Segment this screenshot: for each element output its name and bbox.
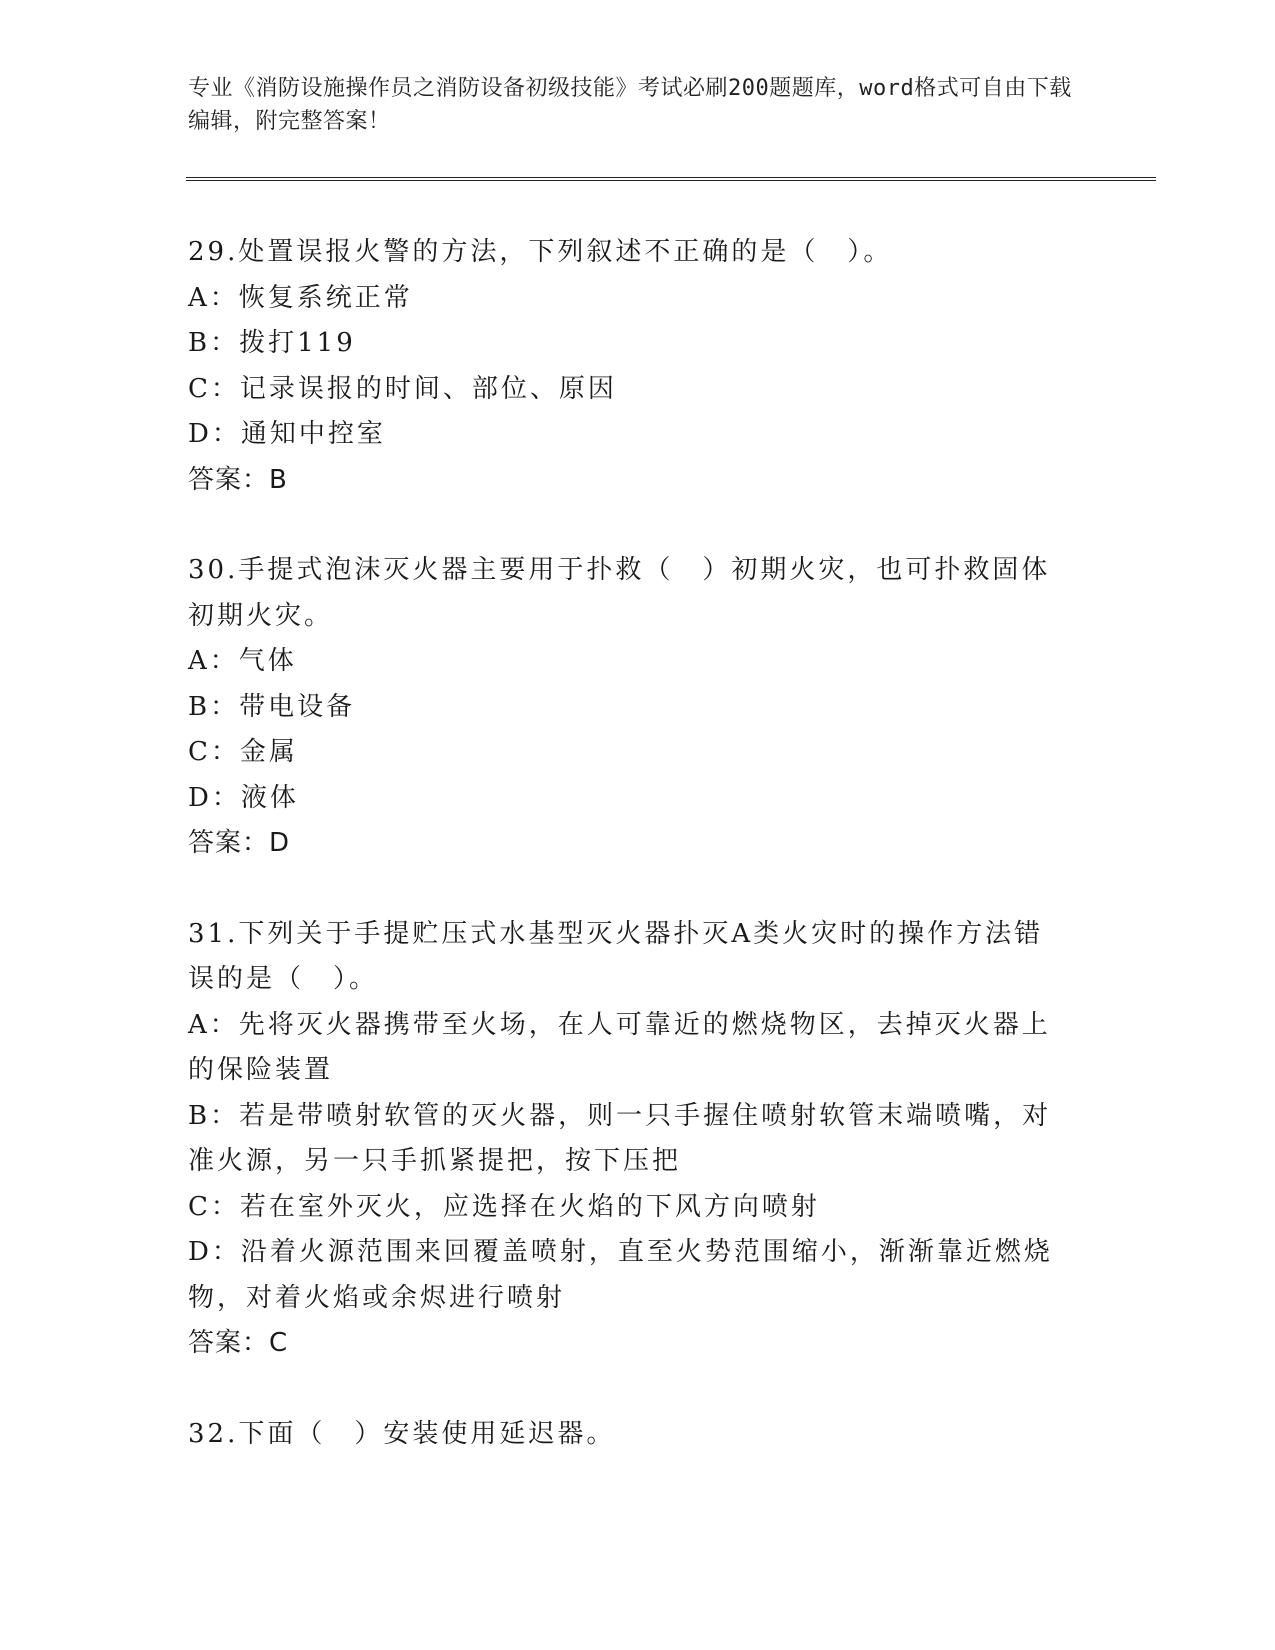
document-header: 专业《消防设施操作员之消防设备初级技能》考试必刷200题题库，word格式可自由下载编辑，附完整答案！ — [188, 76, 1072, 134]
option-c: C：金属 — [188, 737, 298, 767]
question-stem: 32.下面（ ）安装使用延迟器。 — [188, 1418, 616, 1449]
option-d: D：沿着火源范围来回覆盖喷射，直至火势范围缩小，渐渐靠近燃烧物，对着火焰或余烬进行喷射 — [188, 1237, 1053, 1313]
option-b: B：拨打119 — [188, 328, 356, 358]
answer: 答案：D — [188, 828, 291, 858]
option-d: D：液体 — [188, 782, 299, 813]
question-stem: 31.下列关于手提贮压式水基型灭火器扑灭A类火灾时的操作方法错误的是（ ）。 — [188, 918, 1044, 994]
answer: 答案：C — [188, 1328, 289, 1358]
option-a: A：先将灭火器携带至火场，在人可靠近的燃烧物区，去掉灭火器上的保险装置 — [188, 1009, 1051, 1085]
question-stem: 29.处置误报火警的方法，下列叙述不正确的是（ ）。 — [188, 237, 893, 267]
option-a: A：气体 — [188, 646, 297, 676]
option-c: C：若在室外灭火，应选择在火焰的下风方向喷射 — [188, 1191, 820, 1222]
answer: 答案：B — [188, 464, 288, 495]
question-list — [188, 230, 1068, 1502]
header-divider — [186, 177, 1156, 181]
question-32 — [188, 1412, 1068, 1458]
question-30 — [188, 548, 1068, 867]
question-29 — [188, 230, 1068, 503]
option-b: B：带电设备 — [188, 691, 356, 722]
option-d: D：通知中控室 — [188, 419, 386, 449]
option-a: A：恢复系统正常 — [188, 282, 413, 313]
option-c: C：记录误报的时间、部位、原因 — [188, 373, 617, 404]
question-31 — [188, 912, 1068, 1367]
option-b: B：若是带喷射软管的灭火器，则一只手握住喷射软管末端喷嘴，对准火源，另一只手抓紧提把，按下压把 — [188, 1100, 1052, 1176]
question-stem: 30.手提式泡沫灭火器主要用于扑救（ ）初期火灾，也可扑救固体初期火灾。 — [188, 555, 1051, 631]
